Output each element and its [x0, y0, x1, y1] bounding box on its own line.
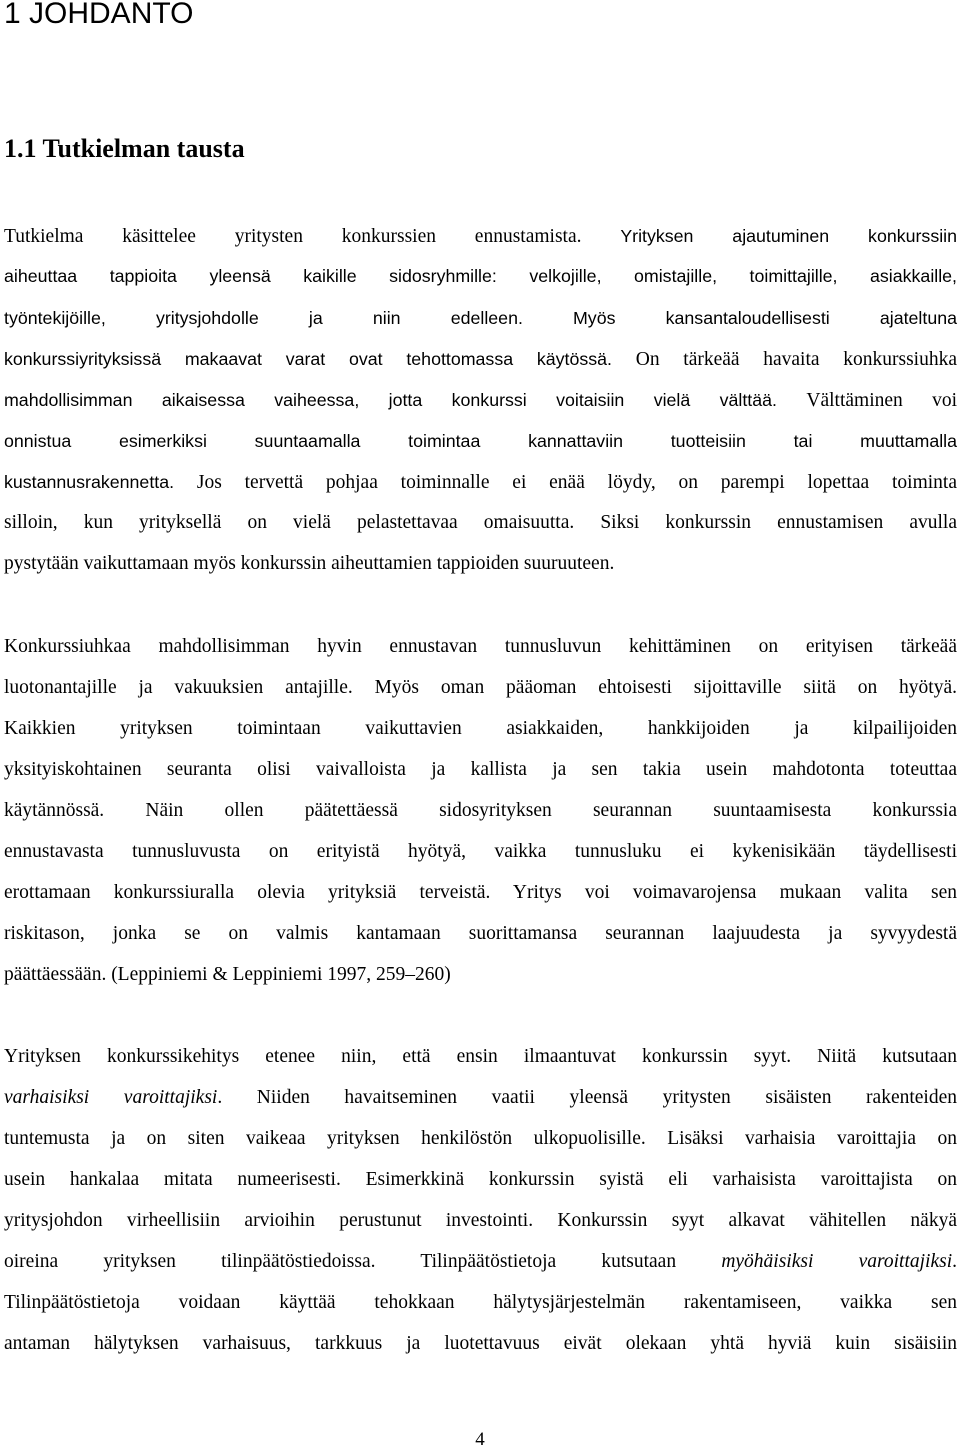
paragraph-line: erottamaan konkurssiuralla olevia yrityksiä terveistä. Yritys voi voimavarojensa mukaan valita sen: [4, 882, 957, 903]
paragraph-line: Tilinpäätöstietoja voidaan käyttää tehokkaan hälytysjärjestelmän rakentamiseen, vaikka sen: [4, 1292, 957, 1313]
paragraph-line: luotonantajille ja vakuuksien antajille. Myös oman pääoman ehtoisesti sijoittaville siitä on hyötyä.: [4, 677, 957, 698]
paragraph-line: riskitason, jonka se on valmis kantamaan suorittamansa seurannan laajuudesta ja syvyydestä: [4, 923, 957, 944]
paragraph-line: antaman hälytyksen varhaisuus, tarkkuus ja luotettavuus eivät olekaan yhtä hyviä kuin sisäisiin: [4, 1333, 957, 1354]
paragraph-line: työntekijöille, yritysjohdolle ja niin edelleen. Myös kansantaloudellisesti ajateltuna: [4, 308, 957, 328]
paragraph-line: yritysjohdon virheellisiin arvioihin perustunut investointi. Konkurssin syyt alkavat vähitellen näkyä: [4, 1210, 957, 1231]
section-heading: 1.1 Tutkielman tausta: [4, 134, 245, 163]
paragraph-line: yksityiskohtainen seuranta olisi vaivalloista ja kallista ja sen takia usein mahdotonta toteuttaa: [4, 759, 957, 780]
paragraph-line: Yrityksen konkurssikehitys etenee niin, että ensin ilmaantuvat konkurssin syyt. Niitä kutsutaan: [4, 1046, 957, 1067]
paragraph-line: Kaikkien yrityksen toimintaan vaikuttavien asiakkaiden, hankkijoiden ja kilpailijoiden: [4, 718, 957, 739]
paragraph-line: oireina yrityksen tilinpäätöstiedoissa. Tilinpäätöstietoja kutsutaan myöhäisiksi varoittajiksi.: [4, 1251, 957, 1272]
paragraph-line: ennustavasta tunnusluvusta on erityistä hyötyä, vaikka tunnusluku ei kykenisikään täydellisesti: [4, 841, 957, 862]
paragraph-line: tuntemusta ja on siten vaikeaa yrityksen henkilöstön ulkopuolisille. Lisäksi varhaisia varoittajia on: [4, 1128, 957, 1149]
paragraph-line: kustannusrakennetta. Jos tervettä pohjaa toiminnalle ei enää löydy, on parempi lopettaa toiminta: [4, 472, 957, 493]
paragraph-line: onnistua esimerkiksi suuntaamalla toimintaa kannattaviin tuotteisiin tai muuttamalla: [4, 431, 957, 451]
paragraph-line: aiheuttaa tappioita yleensä kaikille sidosryhmille: velkojille, omistajille, toimittajille, asiakkaille,: [4, 266, 957, 286]
italic-term: myöhäisiksi varoittajiksi: [721, 1251, 953, 1272]
page-number: 4: [475, 1429, 485, 1450]
paragraph-line: konkurssiyrityksissä makaavat varat ovat tehottomassa käytössä. On tärkeää havaita konkurssiuhka: [4, 349, 957, 370]
paragraph-line: mahdollisimman aikaisessa vaiheessa, jotta konkurssi voitaisiin vielä välttää. Välttäminen voi: [4, 390, 957, 411]
paragraph-line: usein hankalaa mitata numeerisesti. Esimerkkinä konkurssin syistä eli varhaisista varoittajista on: [4, 1169, 957, 1190]
italic-term: varhaisiksi varoittajiksi: [4, 1087, 218, 1108]
chapter-heading: 1 JOHDANTO: [4, 0, 194, 30]
paragraph-line: käytännössä. Näin ollen päätettäessä sidosyrityksen seurannan suuntaamisesta konkurssia: [4, 800, 957, 821]
paragraph-line: silloin, kun yrityksellä on vielä pelastettavaa omaisuutta. Siksi konkurssin ennustamisen avulla: [4, 512, 957, 533]
paragraph-line: päättäessään. (Leppiniemi & Leppiniemi 1997, 259–260): [4, 964, 451, 985]
paragraph-line: Tutkielma käsittelee yritysten konkurssien ennustamista. Yrityksen ajautuminen konkurssiin: [4, 226, 957, 247]
paragraph-line: pystytään vaikuttamaan myös konkurssin aiheuttamien tappioiden suuruuteen.: [4, 553, 615, 574]
paragraph-line: varhaisiksi varoittajiksi. Niiden havaitseminen vaatii yleensä yritysten sisäisten rakenteiden: [4, 1087, 957, 1108]
paragraph-line: Konkurssiuhkaa mahdollisimman hyvin ennustavan tunnusluvun kehittäminen on erityisen tärkeää: [4, 636, 957, 657]
